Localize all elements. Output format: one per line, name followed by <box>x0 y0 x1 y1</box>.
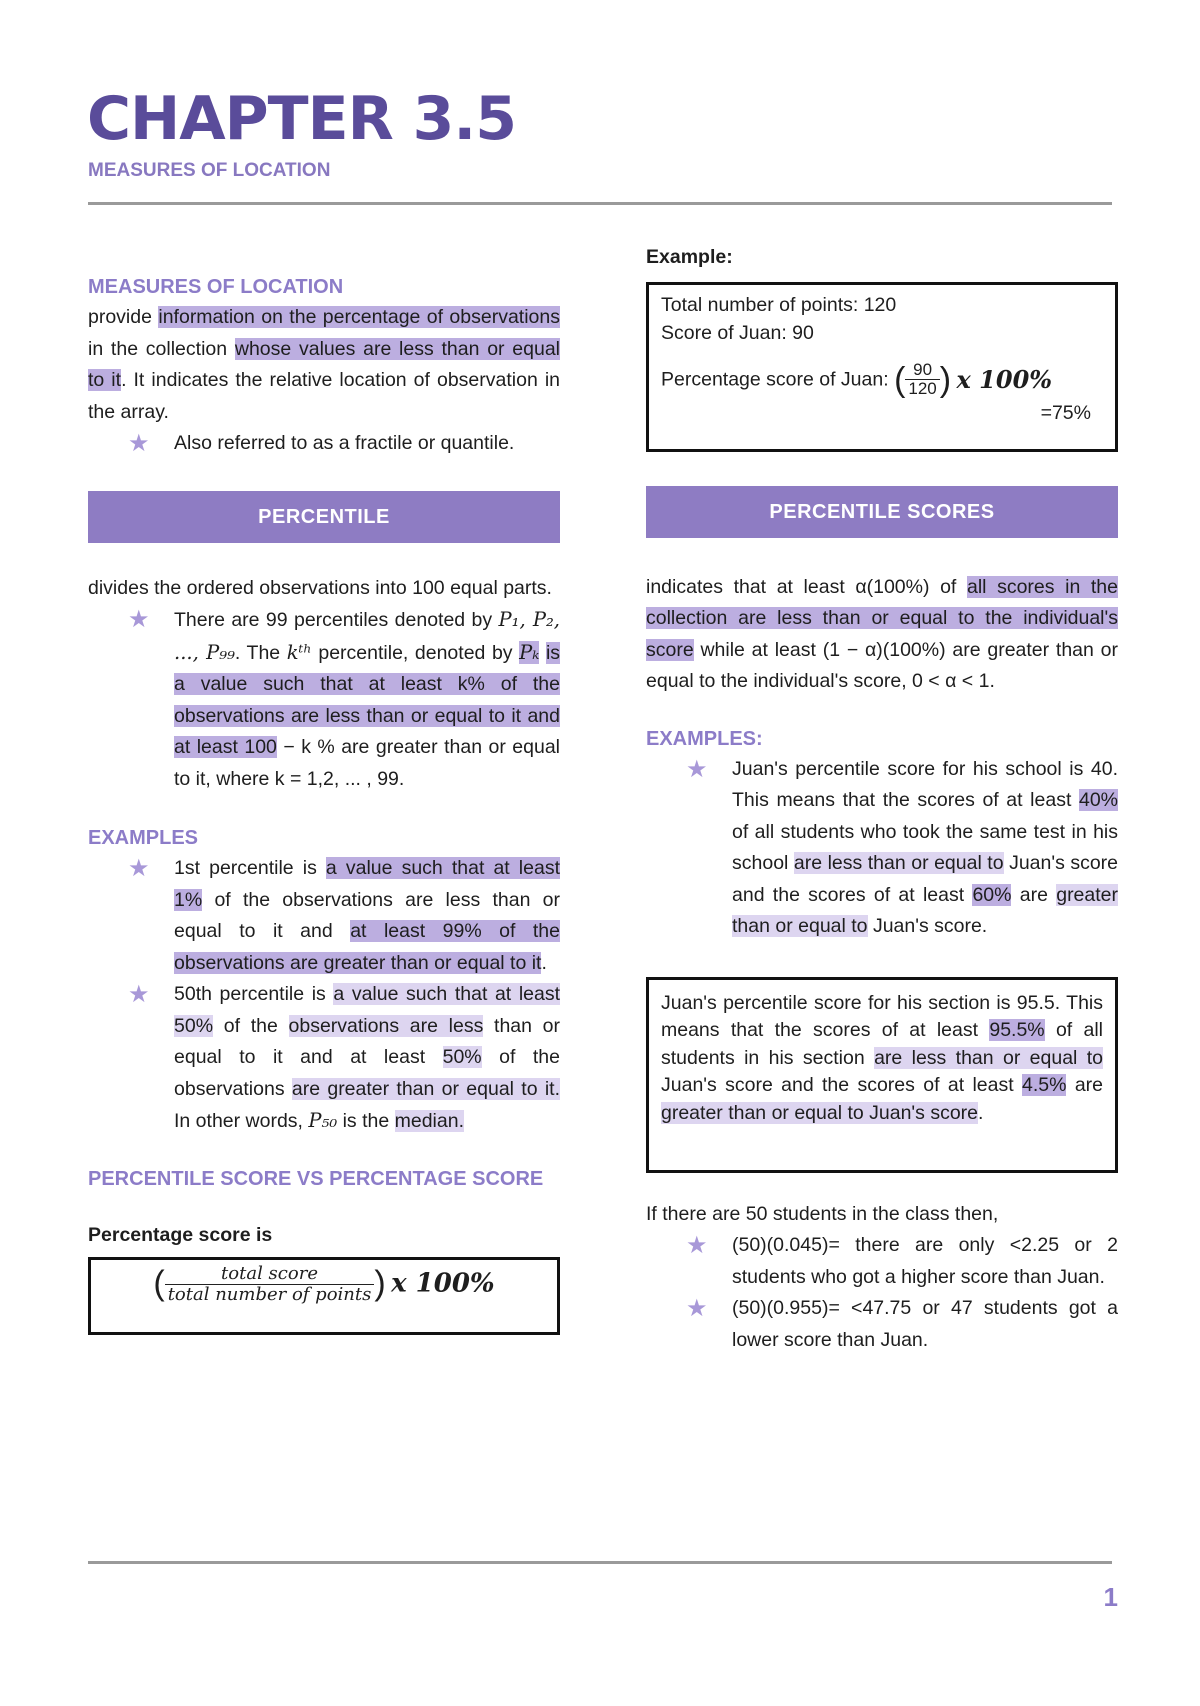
percentage-label: Percentage score is <box>88 1223 273 1246</box>
examples-bullets <box>88 853 560 1138</box>
list-item: ★ (50)(0.955)= <47.75 or 47 students got a lower score than Juan. <box>686 1295 1118 1351</box>
percentage-formula-fraction: $\frac{\text{total score}}{\text{total number of points}}$ <box>165 1264 375 1305</box>
chapter-title: CHAPTER 3.5 <box>87 84 516 154</box>
mol-bullets <box>88 428 560 460</box>
star-icon: ★ <box>128 981 150 1008</box>
list-item: ★ Also referred to as a fractile or quantile. <box>174 428 560 460</box>
left-column <box>88 272 560 1335</box>
examples-right-bullets <box>646 754 1118 943</box>
percentile-scores-definition: indicates that at least α(100%) of all scores in the collection are less than or equal to the individual's score while at least (1 − α)(100%) are greater than or equal to the individual's score, 0 < α < 1. <box>646 575 1119 692</box>
examples-heading-right: EXAMPLES: <box>646 727 763 750</box>
mol-heading: MEASURES OF LOCATION <box>88 276 344 298</box>
vs-heading: PERCENTILE SCORE VS PERCENTAGE SCORE <box>88 1167 544 1190</box>
page-number: 1 <box>1103 1582 1118 1612</box>
percentile-bullets <box>88 604 560 795</box>
list-item: ★ Juan's percentile score for his school is 40. This means that the scores of at least 40% of all students who took the same test in his school are less than or equal to Juan's score and the scores of at least 60% are greater than or equal to Juan's score. <box>686 755 1119 937</box>
star-icon: ★ <box>128 430 150 457</box>
star-icon: ★ <box>128 855 150 882</box>
list-item: ★ There are 99 percentiles denoted by P₁, P₂, ..., P₉₉. The kᵗʰ percentile, denoted by Pₖ is a value such that at least k% of the observations are less than or equal to it and at least 100 − k % are greater than or equal to it, where k = 1,2, ... , 99. <box>128 606 561 790</box>
list-item: ★ (50)(0.045)= there are only <2.25 or 2 students who got a higher score than Juan. <box>686 1232 1118 1288</box>
list-item: ★ 1st percentile is a value such that at least 1% of the observations are less than or equal to it and at least 99% of the observations are greater than or equal to it. <box>128 855 560 974</box>
class-intro: If there are 50 students in the class then, <box>646 1202 999 1225</box>
percentile-definition: divides the ordered observations into 100 equal parts. <box>88 576 552 599</box>
header-divider <box>88 202 1112 205</box>
example-formula: Percentage score of Juan: ( $\frac{90}{120}$ ) x 100% <box>661 359 1053 399</box>
class-bullets <box>646 1230 1118 1356</box>
star-icon: ★ <box>686 1232 708 1259</box>
star-icon: ★ <box>128 606 150 633</box>
list-item: ★ 50th percentile is a value such that at least 50% of the observations are less than or equal to it and at least 50% of the observations are greater than or equal to it. In other words, P₅₀ is the median. <box>128 981 561 1132</box>
star-icon: ★ <box>686 755 708 783</box>
percentile-band: PERCENTILE <box>88 491 560 543</box>
mol-definition: provide information on the percentage of observations in the collection whose values are less than or equal to it. It indicates the relative location of observation in the array. <box>88 306 560 423</box>
percentage-formula-box: ( $\frac{\text{total score}}{\text{total number of points}}$ ) x 100% <box>88 1257 560 1335</box>
example-box: Total number of points: 120 Score of Juan: 90 Percentage score of Juan: ( $\frac{90}{120}$ ) x 100% =75% <box>646 282 1118 452</box>
chapter-subtitle: MEASURES OF LOCATION <box>88 160 331 181</box>
right-column <box>646 242 1118 1356</box>
example-label: Example: <box>646 246 733 268</box>
percentile-scores-band: PERCENTILE SCORES <box>646 486 1118 538</box>
examples-heading: EXAMPLES <box>88 827 199 849</box>
section-example-box: Juan's percentile score for his section is 95.5. This means that the scores of at least 95.5% of all students in his section are less than or equal to Juan's score and the scores of at least 4.5% are greater than or equal to Juan's score. <box>646 977 1118 1173</box>
star-icon: ★ <box>686 1295 708 1322</box>
footer-divider <box>88 1561 1112 1564</box>
